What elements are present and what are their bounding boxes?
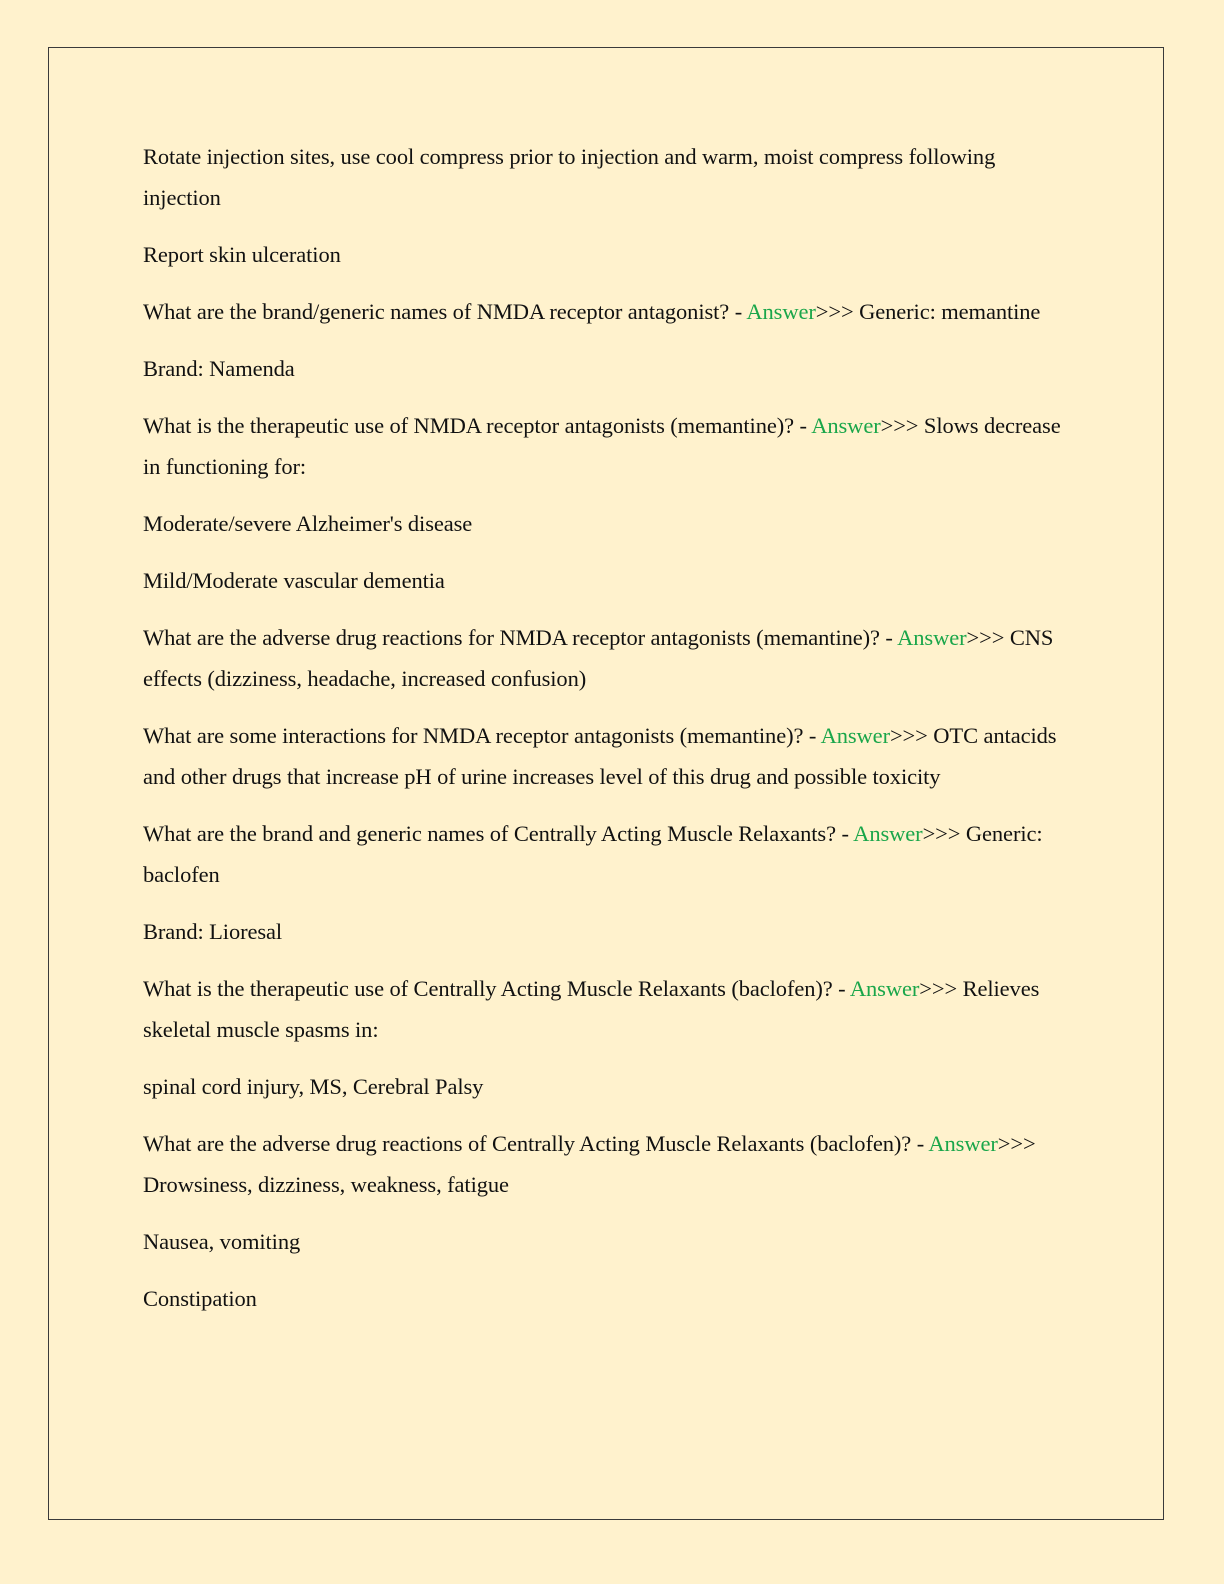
- paragraph: Rotate injection sites, use cool compress prior to injection and warm, moist compress following injection: [143, 144, 996, 210]
- question-text: What is the therapeutic use of NMDA receptor antagonists (memantine)? -: [143, 413, 812, 438]
- paragraph: Mild/Moderate vascular dementia: [143, 568, 445, 593]
- answer-arrows: >>>: [815, 299, 854, 324]
- answer-arrows: >>>: [966, 625, 1005, 650]
- answer-arrows: >>>: [919, 976, 958, 1001]
- answer-text: Generic: baclofen: [143, 821, 1043, 887]
- question-text: What are some interactions for NMDA receptor antagonists (memantine)? -: [143, 723, 821, 748]
- document-body: [143, 136, 1078, 1335]
- qa-paragraph: [143, 291, 1078, 332]
- paragraph: Brand: Namenda: [143, 356, 295, 381]
- qa-paragraph: [143, 968, 1078, 1050]
- question-text: What are the brand/generic names of NMDA receptor antagonist? -: [143, 299, 747, 324]
- answer-arrows: >>>: [997, 1131, 1036, 1156]
- answer-text: Relieves skeletal muscle spasms in:: [143, 976, 1040, 1042]
- question-text: What is the therapeutic use of Centrally Acting Muscle Relaxants (baclofen)? -: [143, 976, 850, 1001]
- qa-paragraph: [143, 1123, 1078, 1205]
- question-text: What are the adverse drug reactions for NMDA receptor antagonists (memantine)? -: [143, 625, 898, 650]
- answer-text: Generic: memantine: [853, 299, 1041, 324]
- answer-arrows: >>>: [880, 413, 919, 438]
- answer-text: CNS effects (dizziness, headache, increased confusion): [143, 625, 1054, 691]
- paragraph: Constipation: [143, 1286, 257, 1311]
- answer-label: Answer: [897, 625, 967, 650]
- answer-label: Answer: [928, 1131, 998, 1156]
- qa-paragraph: [143, 405, 1078, 487]
- answer-text: Drowsiness, dizziness, weakness, fatigue: [143, 1172, 509, 1197]
- answer-label: Answer: [746, 299, 816, 324]
- answer-label: Answer: [849, 976, 920, 1001]
- paragraph: spinal cord injury, MS, Cerebral Palsy: [143, 1074, 484, 1099]
- answer-label: Answer: [811, 413, 881, 438]
- answer-text: Slows decrease in functioning for:: [143, 413, 1061, 479]
- answer-arrows: >>>: [922, 821, 961, 846]
- answer-text: OTC antacids and other drugs that increase pH of urine increases level of this drug and possible toxicity: [143, 723, 1057, 789]
- question-text: What are the adverse drug reactions of Centrally Acting Muscle Relaxants (baclofen)? -: [143, 1131, 929, 1156]
- paragraph: Moderate/severe Alzheimer's disease: [143, 511, 473, 536]
- qa-paragraph: [143, 813, 1078, 895]
- answer-label: Answer: [853, 821, 923, 846]
- qa-paragraph: [143, 617, 1078, 699]
- paragraph: Report skin ulceration: [143, 242, 341, 267]
- answer-arrows: >>>: [889, 723, 928, 748]
- question-text: What are the brand and generic names of Centrally Acting Muscle Relaxants? -: [143, 821, 854, 846]
- paragraph: Nausea, vomiting: [143, 1229, 301, 1254]
- answer-label: Answer: [820, 723, 890, 748]
- qa-paragraph: [143, 715, 1078, 797]
- paragraph: Brand: Lioresal: [143, 919, 283, 944]
